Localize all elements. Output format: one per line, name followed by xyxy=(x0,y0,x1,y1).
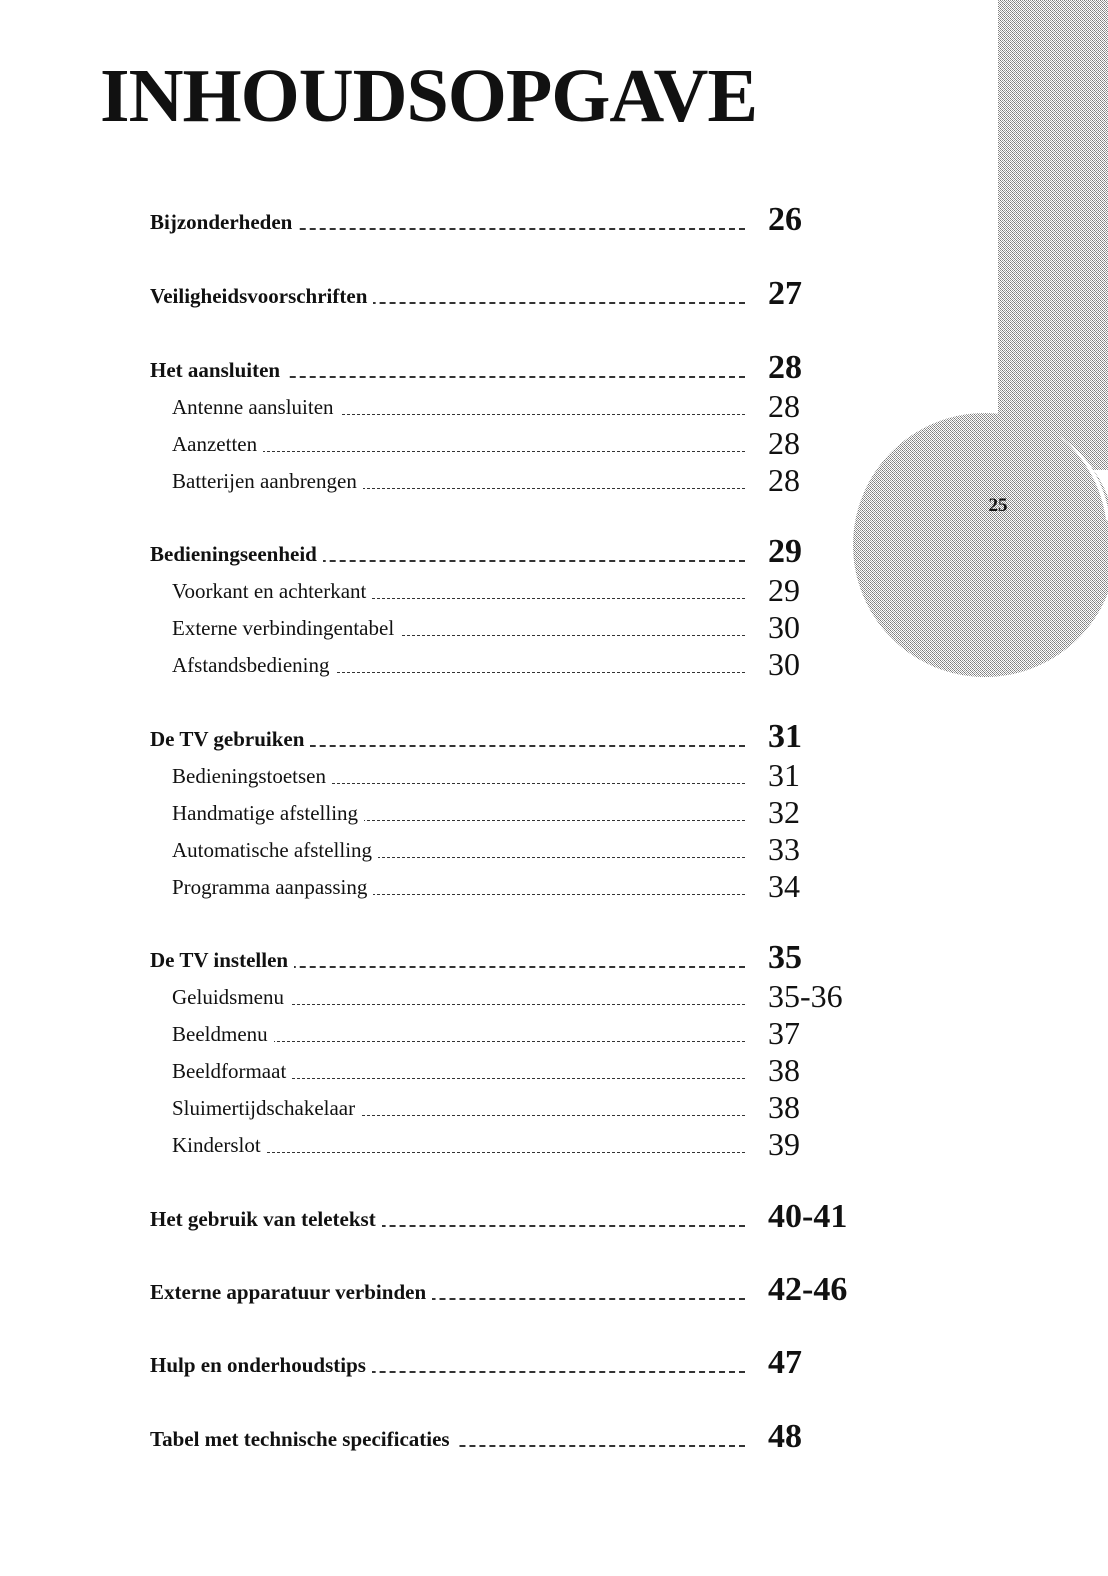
toc-entry-label: Beeldformaat xyxy=(172,1061,292,1082)
toc-entry xyxy=(150,868,870,904)
toc-entry-label: De TV gebruiken xyxy=(150,729,310,750)
toc-entry xyxy=(150,978,870,1014)
toc-entry-page: 33 xyxy=(768,831,800,867)
toc-entry-label: Kinderslot xyxy=(172,1135,267,1156)
toc-entry xyxy=(150,572,870,608)
toc-entry-page: 32 xyxy=(768,794,800,830)
toc-entry xyxy=(150,609,870,645)
toc-entry xyxy=(150,1273,870,1309)
toc-entry-label: Handmatige afstelling xyxy=(172,803,364,824)
toc-entry-page: 35-36 xyxy=(768,978,843,1014)
toc-entry-page: 38 xyxy=(768,1089,800,1125)
toc-entry-label: Afstandsbediening xyxy=(172,655,335,676)
toc-entry-label: Sluimertijdschakelaar xyxy=(172,1098,361,1119)
toc-entry-label: Het gebruik van teletekst xyxy=(150,1209,382,1230)
toc-entry xyxy=(150,831,870,867)
toc-entry xyxy=(150,1200,870,1236)
toc-entry-page: 31 xyxy=(768,757,800,793)
toc-entry-page: 28 xyxy=(768,349,802,386)
toc-entry-page: 27 xyxy=(768,275,802,312)
toc-entry-label: Geluidsmenu xyxy=(172,987,290,1008)
toc-entry-page: 28 xyxy=(768,388,800,424)
toc-entry xyxy=(150,425,870,461)
toc-entry-label: Tabel met technische specificaties xyxy=(150,1429,456,1450)
toc-entry-label: Bedieningstoetsen xyxy=(172,766,332,787)
toc-entry-label: Externe verbindingentabel xyxy=(172,618,400,639)
toc-entry xyxy=(150,1015,870,1051)
toc-entry-page: 31 xyxy=(768,718,802,755)
toc-entry xyxy=(150,1346,870,1382)
toc-entry-page: 34 xyxy=(768,868,800,904)
page-number: 25 xyxy=(988,495,1008,516)
toc-entry xyxy=(150,757,870,793)
toc-entry-label: Programma aanpassing xyxy=(172,877,373,898)
toc-entry-label: Het aansluiten xyxy=(150,360,286,381)
toc-entry-page: 29 xyxy=(768,572,800,608)
toc-entry-page: 28 xyxy=(768,425,800,461)
toc-entry-page: 39 xyxy=(768,1126,800,1162)
toc-entry-page: 28 xyxy=(768,462,800,498)
toc-entry xyxy=(150,203,870,239)
toc-entry xyxy=(150,941,870,977)
toc-entry xyxy=(150,388,870,424)
toc-entry xyxy=(150,1052,870,1088)
toc-entry-label: Beeldmenu xyxy=(172,1024,274,1045)
toc-entry-label: Hulp en onderhoudstips xyxy=(150,1355,372,1376)
toc-entry-label: Bedieningseenheid xyxy=(150,544,323,565)
toc-entry xyxy=(150,646,870,682)
toc-entry-page: 37 xyxy=(768,1015,800,1051)
toc-entry xyxy=(150,794,870,830)
toc-entry-label: Antenne aansluiten xyxy=(172,397,340,418)
toc-entry xyxy=(150,1089,870,1125)
toc-entry-label: Voorkant en achterkant xyxy=(172,581,372,602)
toc-entry-page: 30 xyxy=(768,609,800,645)
toc-entry-page: 42-46 xyxy=(768,1271,848,1308)
toc-entry xyxy=(150,720,870,756)
toc-entry-label: Batterijen aanbrengen xyxy=(172,471,363,492)
toc-entry-page: 29 xyxy=(768,533,802,570)
toc-entry xyxy=(150,1420,870,1456)
toc-entry xyxy=(150,351,870,387)
toc-entry-label: Externe apparatuur verbinden xyxy=(150,1282,432,1303)
toc-entry-label: De TV instellen xyxy=(150,950,294,971)
toc-entry-page: 26 xyxy=(768,201,802,238)
toc-entry-label: Veiligheidsvoorschriften xyxy=(150,286,373,307)
toc-entry-label: Bijzonderheden xyxy=(150,212,298,233)
toc-entry-page: 48 xyxy=(768,1418,802,1455)
toc-entry-page: 40-41 xyxy=(768,1198,848,1235)
page-title: INHOUDSOPGAVE xyxy=(100,54,758,138)
toc-entry xyxy=(150,277,870,313)
toc-entry-page: 30 xyxy=(768,646,800,682)
toc-entry-page: 35 xyxy=(768,939,802,976)
toc-entry xyxy=(150,1126,870,1162)
toc-entry xyxy=(150,462,870,498)
toc-entry-page: 47 xyxy=(768,1344,802,1381)
toc-entry-page: 38 xyxy=(768,1052,800,1088)
toc-entry-label: Automatische afstelling xyxy=(172,840,378,861)
toc-entry xyxy=(150,535,870,571)
toc-entry-label: Aanzetten xyxy=(172,434,263,455)
